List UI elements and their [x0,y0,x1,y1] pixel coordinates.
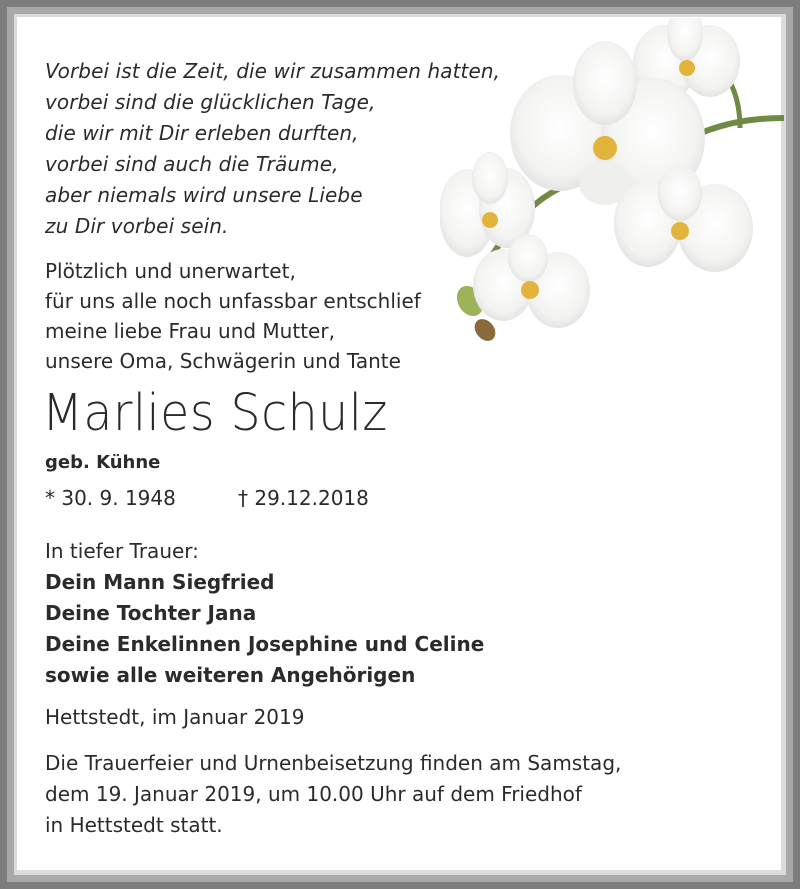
deceased-name: Marlies Schulz [42,384,388,443]
poem-line: zu Dir vorbei sein. [45,214,229,238]
funeral-line: Die Trauerfeier und Urnenbeisetzung finden am Samstag, [45,751,622,775]
intro-line: unsere Oma, Schwägerin und Tante [45,349,401,373]
life-dates [45,486,369,510]
place-date: Hettstedt, im Januar 2019 [45,705,305,729]
mourning-section [45,536,484,691]
intro-line: meine liebe Frau und Mutter, [45,319,335,343]
funeral-line: in Hettstedt statt. [45,813,223,837]
death-date: † 29.12.2018 [238,486,369,510]
orchid-flower [473,234,590,328]
poem-line: Vorbei ist die Zeit, die wir zusammen hatten, [45,59,501,83]
intro-line: für uns alle noch unfassbar entschlief [45,289,421,313]
funeral-info [45,748,621,841]
birth-name: geb. Kühne [45,452,161,473]
intro-text [45,256,421,376]
family-member: Deine Enkelinnen Josephine und Celine [45,632,485,656]
poem-line: vorbei sind die glücklichen Tage, [45,90,376,114]
family-member: sowie alle weiteren Angehörigen [45,663,416,687]
funeral-line: dem 19. Januar 2019, um 10.00 Uhr auf dem Friedhof [45,782,582,806]
mourning-heading: In tiefer Trauer: [45,539,199,563]
family-member: Deine Tochter Jana [45,601,257,625]
intro-line: Plötzlich und unerwartet, [45,259,296,283]
family-member: Dein Mann Siegfried [45,570,275,594]
birth-date: * 30. 9. 1948 [45,486,176,510]
poem-line: vorbei sind auch die Träume, [45,152,339,176]
poem-line: aber niemals wird unsere Liebe [45,183,363,207]
poem-line: die wir mit Dir erleben durften, [45,121,359,145]
poem [45,56,500,242]
